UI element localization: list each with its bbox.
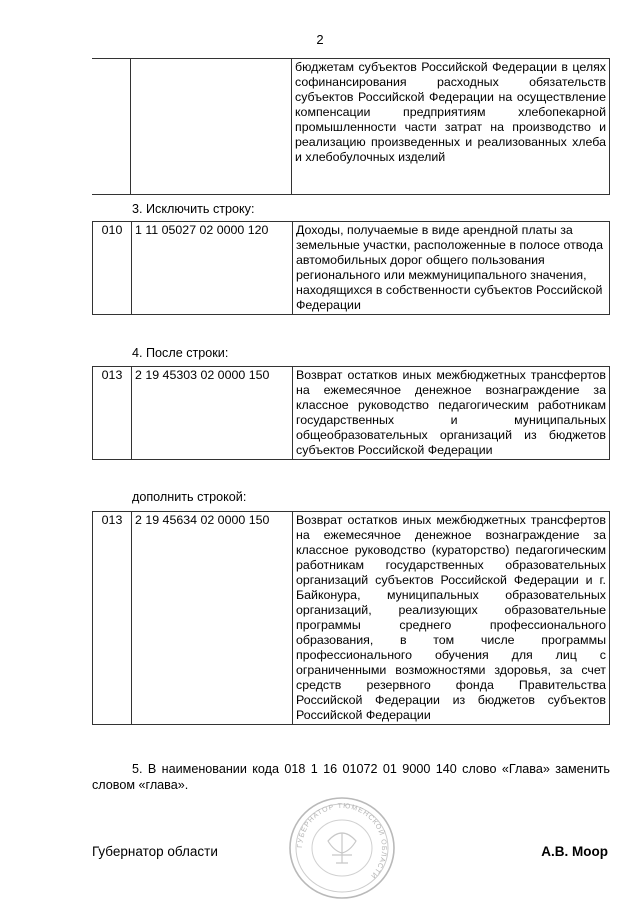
supplement-label: дополнить строкой: xyxy=(132,490,247,504)
admin-code-cell xyxy=(92,59,131,195)
revenue-name-cell: Доходы, получаемые в виде арендной платы за земельные участки, расположенные в полосе отвода автомобильных дорог общего пользования регионального или межмуниципального значения, находящихся в собственности субъектов Российской Федерации xyxy=(293,222,610,315)
table-row xyxy=(93,367,610,460)
admin-code-cell: 013 xyxy=(93,367,132,460)
signature-name: А.В. Моор xyxy=(541,844,608,859)
budget-code-cell xyxy=(131,59,292,195)
admin-code-cell: 013 xyxy=(93,512,132,725)
svg-text:ГУБЕРНАТОР ТЮМЕНСКОЙ ОБЛАСТИ: ГУБЕРНАТОР ТЮМЕНСКОЙ ОБЛАСТИ xyxy=(296,802,388,880)
budget-code-cell: 1 11 05027 02 0000 120 xyxy=(132,222,293,315)
table-row-added xyxy=(92,511,610,725)
table-row-excluded xyxy=(92,221,610,315)
signature-position: Губернатор области xyxy=(92,844,218,859)
revenue-name-cell: Возврат остатков иных межбюджетных трансфертов на ежемесячное денежное вознаграждение за классное руководство (кураторство) педагогическим работникам государственных образовательных организаций субъектов Российской Федерации и г. Байконура, муниципальных образовательных организаций, реализующих образовательные программы среднего профессионального образования, в том числе программы профессионального обучения для лиц с ограниченными возможностями здоровья, за счет средств резервного фонда Правительства Российской Федерации из бюджетов субъектов Российской Федерации xyxy=(293,512,610,725)
table-row xyxy=(93,222,610,315)
item-5-text: 5. В наименовании кода 018 1 16 01072 01 9000 140 слово «Глава» заменить словом «глава». xyxy=(92,762,610,792)
table-row-after xyxy=(92,366,610,460)
revenue-name-cell: бюджетам субъектов Российской Федерации в целях софинансирования расходных обязательств субъектов Российской Федерации на осуществление компенсации предприятиям хлебопекарной промышленности части затрат на производство и реализацию произведенных и реализованных хлеба и хлебобулочных изделий xyxy=(292,59,610,195)
item-3-label: 3. Исключить строку: xyxy=(132,202,255,216)
item-4-label: 4. После строки: xyxy=(132,346,229,360)
revenue-name-cell: Возврат остатков иных межбюджетных трансфертов на ежемесячное денежное вознаграждение за классное руководство педагогическим работникам государственных и муниципальных общеобразовательных организаций из бюджетов субъектов Российской Федерации xyxy=(293,367,610,460)
budget-code-cell: 2 19 45303 02 0000 150 xyxy=(132,367,293,460)
budget-code-cell: 2 19 45634 02 0000 150 xyxy=(132,512,293,725)
admin-code-cell: 010 xyxy=(93,222,132,315)
table-row xyxy=(93,512,610,725)
official-seal-stamp xyxy=(284,793,400,903)
table-fragment-top xyxy=(92,58,610,195)
table-row xyxy=(92,59,610,195)
page-number: 2 xyxy=(316,32,324,47)
